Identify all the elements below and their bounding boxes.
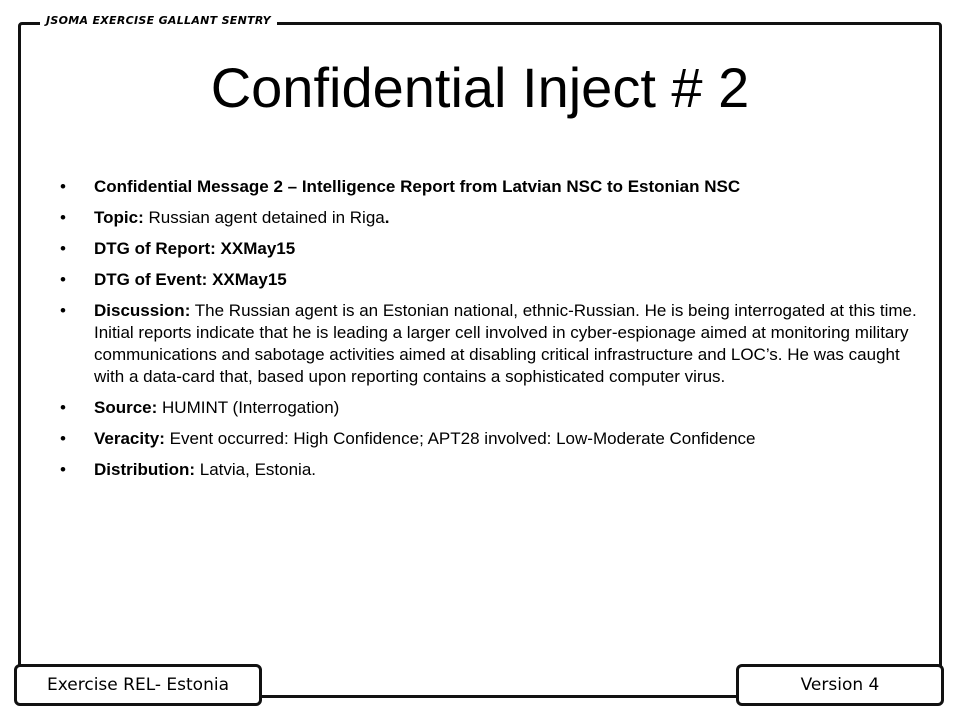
- bullet-source: [60, 397, 920, 419]
- bullet-veracity: [60, 428, 920, 450]
- bullet-message-title-text: Confidential Message 2 – Intelligence Report from Latvian NSC to Estonian NSC: [94, 177, 741, 196]
- bullet-list: [60, 176, 920, 490]
- bullet-dtg-event-text: XXMay15: [207, 270, 287, 289]
- bullet-source-text: HUMINT (Interrogation): [157, 398, 340, 417]
- bullet-dtg-event-label: DTG of Event:: [94, 270, 208, 289]
- bullet-discussion: [60, 300, 920, 388]
- bullet-discussion-label: Discussion:: [94, 301, 191, 320]
- footer-exercise-rel-text: Exercise REL- Estonia: [47, 675, 229, 695]
- footer-version-box: [736, 664, 944, 706]
- bullet-discussion-text: The Russian agent is an Estonian national, ethnic-Russian. He is being interrogated at this time. Initial reports indicate that he is leading a larger cell involved in cyber-espionage aimed at monitoring military communications and sabotage activities aimed at disabling critical infrastructure and LOC’s. He was caught with a data-card that, based upon reporting contains a sophisticated computer virus.: [94, 301, 917, 386]
- bullet-dtg-report-text: XXMay15: [215, 239, 296, 258]
- bullet-topic-text: Russian agent detained in Riga: [143, 208, 385, 227]
- bullet-distribution: [60, 459, 920, 481]
- bullet-veracity-label: Veracity:: [94, 429, 165, 448]
- exercise-tag: JSOMA EXERCISE GALLANT SENTRY: [40, 14, 277, 27]
- bullet-message-title: [60, 176, 920, 198]
- footer-exercise-rel-box: [14, 664, 262, 706]
- bullet-source-label: Source:: [94, 398, 158, 417]
- bullet-topic-label: Topic:: [94, 208, 144, 227]
- bullet-dtg-event: [60, 269, 920, 291]
- bullet-distribution-label: Distribution:: [94, 460, 196, 479]
- bullet-topic-suffix: .: [384, 208, 390, 227]
- bullet-dtg-report: [60, 238, 920, 260]
- bullet-distribution-text: Latvia, Estonia.: [195, 460, 317, 479]
- bullet-topic: [60, 207, 920, 229]
- bullet-dtg-report-label: DTG of Report:: [94, 239, 216, 258]
- footer-version-text: Version 4: [800, 675, 880, 695]
- bullet-veracity-text: Event occurred: High Confidence; APT28 involved: Low-Moderate Confidence: [164, 429, 756, 448]
- slide-title: Confidential Inject # 2: [210, 56, 750, 119]
